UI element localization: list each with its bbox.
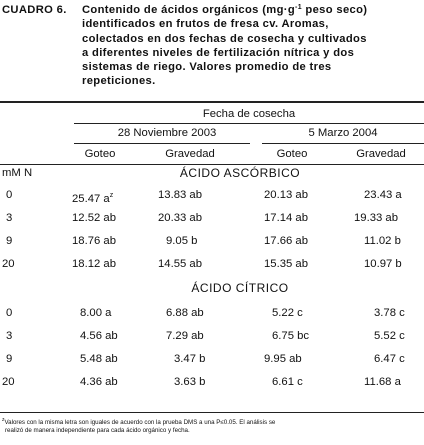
table-cell: 17.66 ab	[264, 235, 308, 247]
table-bottom-rule	[0, 412, 424, 413]
table-cell: 5.22 c	[272, 307, 303, 319]
column-header: Goteo	[276, 148, 308, 160]
row-n: 9	[6, 235, 13, 247]
table-cell: 9.05 b	[166, 235, 198, 247]
date-heading: 5 Marzo 2004	[308, 127, 378, 139]
table-cell: 20.33 ab	[158, 212, 202, 224]
row-n: 20	[2, 376, 15, 388]
table-cell: 25.47 $a^z$	[72, 192, 114, 205]
table-cell: 6.47 c	[374, 353, 405, 365]
caption-line: identificados en frutos de fresa cv. Aromas,	[82, 18, 329, 31]
table-cell: 13.83 ab	[158, 189, 202, 201]
table-cell: 6.75 bc	[272, 330, 310, 342]
table-cell: 10.97 b	[364, 258, 402, 270]
row-label-header: mM N	[2, 167, 33, 179]
caption-text	[82, 3, 420, 89]
table-cell: 8.00 a	[80, 307, 112, 319]
table-cell: 5.48 ab	[80, 353, 118, 365]
row-n: 20	[2, 258, 15, 270]
table-cell: 20.13 ab	[264, 189, 308, 201]
column-header: Goteo	[84, 148, 116, 160]
table-cell: 23.43 a	[364, 189, 402, 201]
date-rule-left	[74, 143, 250, 144]
table-cell: 15.35 ab	[264, 258, 308, 270]
caption-label: CUADRO 6.	[2, 4, 67, 16]
footnote-mark: z	[2, 417, 5, 423]
table-cell: 7.29 ab	[166, 330, 204, 342]
caption-line: colectados en dos fechas de cosecha y cultivados	[82, 32, 367, 45]
date-rule-right	[262, 143, 424, 144]
section-title: ÁCIDO CÍTRICO	[191, 281, 289, 295]
caption-line: repeticiones.	[82, 75, 156, 88]
table-cell: 6.61 c	[272, 376, 303, 388]
group-rule	[74, 123, 424, 124]
table-cell: 18.76 ab	[72, 235, 116, 247]
group-title: Fecha de cosecha	[202, 108, 296, 120]
table-cell: 5.52 c	[374, 330, 405, 342]
column-header: Gravedad	[165, 148, 215, 160]
table-cell: 18.12 ab	[72, 258, 116, 270]
column-header: Gravedad	[356, 148, 406, 160]
table-top-rule	[0, 101, 424, 103]
table-cell: 6.88 ab	[166, 307, 204, 319]
table-cell: 4.56 ab	[80, 330, 118, 342]
footnote-line: $^z$Valores con la misma letra son iguales de acuerdo con la prueba DMS a una P≤0.05. El análisis se	[2, 417, 276, 427]
cell-superscript: z	[109, 192, 114, 199]
footnote-line: realizó de manera independiente para cada ácido orgánico y fecha.	[5, 427, 190, 435]
row-n: 3	[6, 330, 13, 342]
date-heading: 28 Noviembre 2003	[117, 127, 217, 139]
table-cell: 3.47 b	[174, 353, 206, 365]
caption-line: Contenido de ácidos orgánicos ($mg\cdot g^{-1}$ peso seco)	[82, 4, 368, 16]
table-cell: 11.68 a	[364, 376, 401, 388]
table-cell: 11.02 b	[364, 235, 401, 247]
table-cell: 9.95 ab	[264, 353, 302, 365]
row-n: 0	[6, 189, 13, 201]
header-bottom-rule	[0, 164, 424, 165]
table-cell: 14.55 ab	[158, 258, 202, 270]
table-cell: 3.63 b	[174, 376, 206, 388]
caption-superscript: -1	[295, 4, 302, 11]
table-footnote	[2, 416, 422, 435]
table-cell: 19.33 ab	[354, 212, 398, 224]
caption-line: sistemas de riego. Valores promedio de tres	[82, 61, 332, 74]
row-n: 9	[6, 353, 13, 365]
table-cell: 17.14 ab	[264, 212, 308, 224]
table-cell: 4.36 ab	[80, 376, 118, 388]
row-n: 0	[6, 307, 13, 319]
caption-line: a diferentes niveles de fertilización nítrica y dos	[82, 46, 355, 59]
table-cell: 12.52 ab	[72, 212, 116, 224]
section-title: ÁCIDO ASCÓRBICO	[179, 166, 301, 180]
table-cell: 3.78 c	[374, 307, 405, 319]
row-n: 3	[6, 212, 13, 224]
